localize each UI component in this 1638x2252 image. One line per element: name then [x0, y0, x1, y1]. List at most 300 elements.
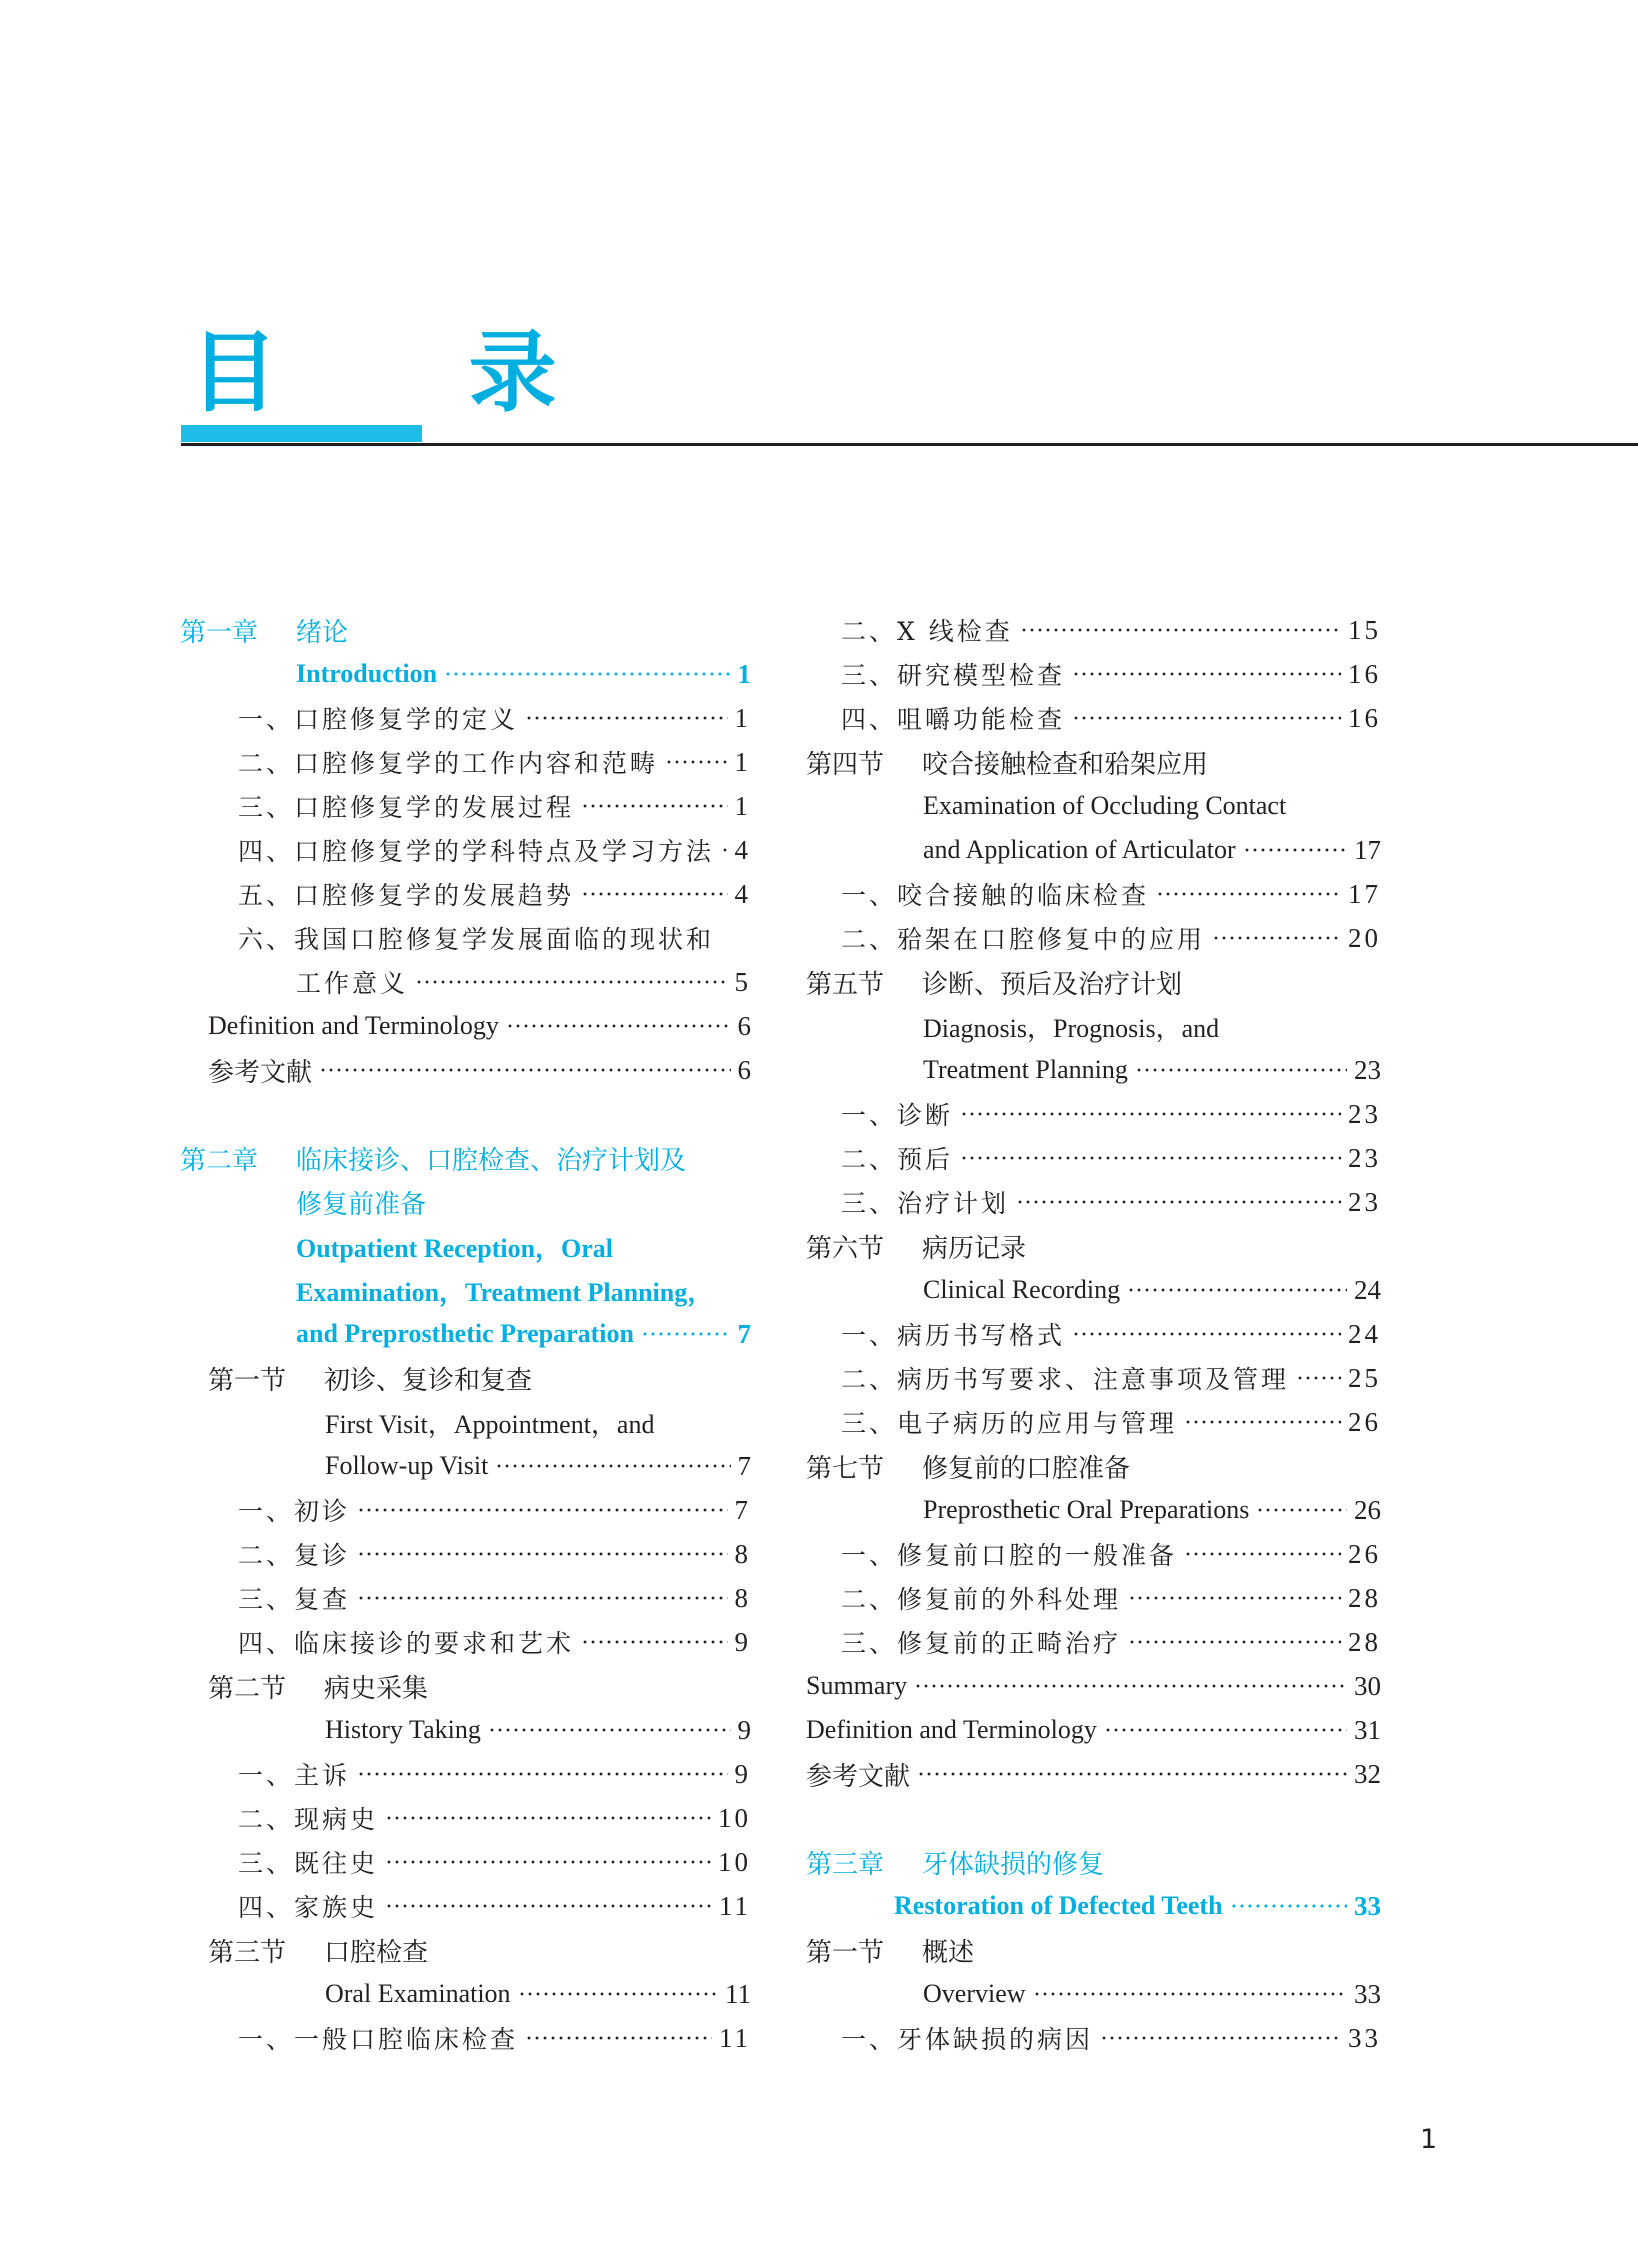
toc-entry-page: 23 [1348, 1186, 1381, 1217]
toc-entry[interactable] [180, 784, 751, 828]
toc-entry-page: 16 [1348, 702, 1381, 733]
toc-entry-text: and Application of Articulator [923, 835, 1236, 864]
toc-entry-title [238, 920, 714, 956]
toc-left-column [180, 608, 751, 2060]
toc-dot-leader [1184, 1418, 1341, 1426]
toc-entry-text: 三、口腔修复学的发展过程 [238, 793, 575, 822]
toc-entry[interactable] [806, 696, 1381, 740]
toc-dot-leader [1135, 1066, 1347, 1074]
toc-entry-title [238, 1580, 350, 1616]
toc-entry[interactable] [180, 1488, 751, 1532]
toc-entry-page: 11 [719, 1890, 751, 1921]
toc-entry-number: 第一节 [208, 1365, 287, 1396]
toc-entry[interactable] [180, 1620, 751, 1664]
toc-dot-leader [665, 758, 727, 766]
toc-entry-text: First Visit，Appointment，and [325, 1409, 655, 1439]
toc-dot-leader [357, 1770, 727, 1778]
toc-dot-leader [1212, 934, 1341, 942]
toc-entry-title [806, 1715, 1097, 1745]
toc-entry[interactable] [806, 1268, 1381, 1312]
toc-entry-text: 修复前的口腔准备 [922, 1453, 1131, 1484]
toc-entry[interactable] [180, 740, 751, 784]
toc-entry[interactable] [806, 1620, 1381, 1664]
toc-entry-text: 三、复查 [238, 1585, 351, 1614]
toc-entry-number: 第二章 [180, 1145, 259, 1176]
toc-entry-title [238, 876, 574, 912]
toc-entry-number: 第一节 [806, 1937, 885, 1968]
toc-entry-text: 病历记录 [922, 1233, 1027, 1264]
toc-entry[interactable] [806, 872, 1381, 916]
toc-entry[interactable] [180, 652, 751, 696]
toc-entry-page: 6 [737, 1010, 751, 1041]
page-number: 1 [1420, 2124, 1438, 2155]
toc-dot-leader [1072, 1330, 1341, 1338]
toc-entry-text: 三、修复前的正畸治疗 [841, 1629, 1122, 1658]
toc-entry-title [238, 1800, 378, 1836]
toc-entry-page: 9 [737, 1714, 751, 1745]
toc-entry-title [923, 1055, 1128, 1085]
toc-entry-text: 二、复诊 [238, 1541, 351, 1570]
toc-entry-title [806, 1844, 1104, 1881]
toc-entry-page: 8 [734, 1538, 751, 1569]
toc-dot-leader [1100, 2034, 1341, 2042]
toc-entry-page: 23 [1348, 1142, 1381, 1173]
toc-entry-title [238, 1624, 574, 1660]
toc-entry-page: 10 [718, 1802, 751, 1833]
toc-entry-page: 16 [1348, 658, 1381, 689]
toc-entry[interactable] [180, 1444, 751, 1488]
toc-entry-page: 10 [718, 1846, 751, 1877]
toc-entry-text: Diagnosis，Prognosis，and [923, 1013, 1220, 1043]
toc-entry-text: 一、修复前口腔的一般准备 [841, 1541, 1178, 1570]
toc-entry-text: 三、治疗计划 [841, 1189, 1010, 1218]
toc-entry-title [296, 1319, 634, 1349]
toc-entry-page: 1 [734, 702, 751, 733]
toc-entry-page: 7 [734, 1494, 751, 1525]
toc-entry-title [296, 659, 437, 689]
toc-entry[interactable] [180, 1752, 751, 1796]
toc-dot-leader [518, 1990, 718, 1998]
toc-dot-leader [495, 1462, 730, 1470]
toc-entry[interactable] [806, 1928, 1381, 1972]
toc-entry-text: 临床接诊、口腔检查、治疗计划及 [296, 1145, 687, 1176]
toc-entry-page: 7 [737, 1318, 751, 1349]
toc-entry-page: 28 [1348, 1582, 1381, 1613]
toc-entry[interactable] [180, 2016, 751, 2060]
toc-entry-text: Treatment Planning [923, 1055, 1128, 1084]
toc-dot-leader [1256, 1506, 1347, 1514]
toc-entry-text: and Preprosthetic Preparation [296, 1319, 634, 1348]
toc-entry-page: 4 [734, 834, 751, 865]
toc-dot-leader [1072, 670, 1341, 678]
toc-dot-leader [917, 1770, 1347, 1778]
toc-entry[interactable] [806, 960, 1381, 1004]
toc-entry-title [238, 1756, 350, 1792]
toc-entry-page: 9 [734, 1626, 751, 1657]
toc-entry-page: 33 [1348, 2022, 1381, 2053]
toc-entry-title [841, 1140, 953, 1176]
toc-entry-page: 30 [1354, 1670, 1381, 1701]
toc-entry-title [923, 1979, 1026, 2009]
toc-entry-page: 33 [1354, 1978, 1381, 2009]
toc-dot-leader [357, 1594, 727, 1602]
toc-entry-text: 病史采集 [324, 1673, 429, 1704]
toc-entry-title [325, 1715, 481, 1745]
toc-entry[interactable] [180, 916, 751, 960]
toc-entry-text: 四、临床接诊的要求和艺术 [238, 1629, 575, 1658]
toc-entry-title [325, 1451, 488, 1481]
toc-entry-text: 咬合接触检查和𬌗架应用 [922, 749, 1209, 780]
toc-entry-title [923, 1495, 1249, 1525]
toc-dot-leader [488, 1726, 731, 1734]
toc-entry-text: 二、X 线检查 [841, 617, 1013, 646]
toc-dot-leader [385, 1902, 712, 1910]
toc-entry-page: 5 [734, 966, 751, 997]
toc-entry-text: Definition and Terminology [208, 1011, 499, 1040]
toc-dot-leader [581, 1638, 727, 1646]
toc-entry[interactable] [180, 1576, 751, 1620]
toc-entry[interactable] [180, 1004, 751, 1048]
toc-entry-title [208, 1668, 428, 1705]
toc-entry[interactable] [806, 784, 1381, 828]
toc-dot-leader [1230, 1902, 1347, 1910]
toc-entry-title [238, 1536, 350, 1572]
toc-entry-title [841, 1580, 1121, 1616]
toc-entry[interactable] [180, 1312, 751, 1356]
toc-entry[interactable] [180, 1268, 751, 1312]
toc-entry-text: 参考文献 [208, 1057, 313, 1088]
toc-entry-title [894, 1891, 1223, 1921]
toc-entry-text: 牙体缺损的修复 [922, 1849, 1105, 1880]
toc-entry[interactable] [180, 1796, 751, 1840]
toc-entry[interactable] [180, 1708, 751, 1752]
toc-entry-number: 第三节 [208, 1937, 287, 1968]
toc-dot-leader [1104, 1726, 1347, 1734]
toc-entry-text: Oral Examination [325, 1979, 511, 2008]
toc-entry[interactable] [180, 1664, 751, 1708]
toc-entry-title [841, 1096, 953, 1132]
toc-entry-page: 7 [737, 1450, 751, 1481]
toc-entry-page: 1 [737, 658, 751, 689]
toc-entry[interactable] [806, 1576, 1381, 1620]
toc-entry-text: 一、咬合接触的临床检查 [841, 881, 1150, 910]
toc-entry-title [208, 1052, 312, 1089]
toc-entry-text: 三、既往史 [238, 1849, 379, 1878]
toc-entry-page: 1 [734, 746, 751, 777]
toc-entry-text: Overview [923, 1979, 1026, 2008]
toc-entry[interactable] [806, 652, 1381, 696]
toc-entry-text: 一、主诉 [238, 1761, 351, 1790]
toc-entry-page: 9 [734, 1758, 751, 1789]
toc-entry-page: 11 [719, 2022, 751, 2053]
toc-entry-text: 三、电子病历的应用与管理 [841, 1409, 1178, 1438]
toc-entry[interactable] [180, 1180, 751, 1224]
toc-dot-leader [506, 1022, 731, 1030]
toc-entry-title [806, 964, 1182, 1001]
toc-entry[interactable] [806, 1312, 1381, 1356]
toc-entry[interactable] [180, 1224, 751, 1268]
toc-entry-title [806, 1671, 907, 1701]
toc-entry[interactable] [806, 1224, 1381, 1268]
toc-entry-text: 参考文献 [806, 1761, 911, 1792]
toc-entry-title [296, 1228, 613, 1265]
toc-entry-title [296, 1272, 713, 1309]
toc-entry-text: 一、口腔修复学的定义 [238, 705, 519, 734]
toc-dot-leader [1128, 1594, 1341, 1602]
title-rule [181, 443, 1638, 446]
toc-entry-page: 6 [737, 1054, 751, 1085]
toc-entry-title [296, 1184, 426, 1221]
toc-entry-title [238, 1844, 378, 1880]
toc-entry-title [238, 744, 658, 780]
toc-entry-page: 23 [1354, 1054, 1381, 1085]
toc-dot-leader [1016, 1198, 1341, 1206]
toc-entry-title [238, 832, 714, 868]
toc-entry-text: 二、预后 [841, 1145, 954, 1174]
toc-dot-leader [525, 2034, 712, 2042]
toc-dot-leader [525, 714, 727, 722]
toc-entry-text: 一、初诊 [238, 1497, 351, 1526]
toc-entry-title [806, 744, 1208, 781]
toc-entry-title [841, 1624, 1121, 1660]
toc-dot-leader [914, 1682, 1347, 1690]
toc-entry-title [841, 700, 1065, 736]
toc-entry-text: 一、一般口腔临床检查 [238, 2025, 519, 2054]
toc-entry-title [325, 1404, 654, 1441]
toc-entry-title [180, 1140, 686, 1177]
toc-entry[interactable] [180, 1400, 751, 1444]
toc-dot-leader [721, 846, 727, 854]
toc-entry-page: 23 [1348, 1098, 1381, 1129]
toc-entry-title [325, 1979, 511, 2009]
toc-entry-number: 第二节 [208, 1673, 287, 1704]
toc-entry-text: 四、咀嚼功能检查 [841, 705, 1066, 734]
toc-entry-text: 工作意义 [296, 969, 409, 998]
toc-entry-page: 26 [1354, 1494, 1381, 1525]
toc-entry-text: 一、牙体缺损的病因 [841, 2025, 1094, 2054]
toc-entry-title [296, 964, 408, 1000]
toc-entry[interactable] [180, 1532, 751, 1576]
toc-entry-title [238, 1492, 350, 1528]
toc-entry-text: 口腔检查 [324, 1937, 429, 1968]
toc-entry[interactable] [806, 1972, 1381, 2016]
toc-entry-text: Summary [806, 1671, 908, 1700]
toc-entry-text: 一、病历书写格式 [841, 1321, 1066, 1350]
toc-entry-title [238, 1888, 378, 1924]
toc-entry-title [238, 700, 518, 736]
toc-entry-page: 15 [1348, 614, 1381, 645]
toc-entry-text: 二、现病史 [238, 1805, 379, 1834]
toc-entry-text: 修复前准备 [296, 1189, 427, 1220]
toc-dot-leader [581, 802, 727, 810]
toc-entry-number: 第一章 [180, 617, 259, 648]
toc-entry-text: Follow-up Visit [325, 1451, 489, 1480]
toc-entry-page: 28 [1348, 1626, 1381, 1657]
toc-entry-text: Examination of Occluding Contact [923, 791, 1287, 820]
toc-entry-page: 24 [1354, 1274, 1381, 1305]
toc-entry-text: 五、口腔修复学的发展趋势 [238, 881, 575, 910]
toc-entry-title [806, 1448, 1130, 1485]
toc-entry-title [208, 1360, 532, 1397]
toc-dot-leader [960, 1154, 1341, 1162]
toc-entry-page: 4 [734, 878, 751, 909]
toc-entry[interactable] [180, 960, 751, 1004]
toc-entry-text: 诊断、预后及治疗计划 [922, 969, 1183, 1000]
toc-dot-leader [1072, 714, 1341, 722]
toc-entry[interactable] [806, 1708, 1381, 1752]
toc-entry[interactable] [180, 608, 751, 652]
toc-entry-title [841, 1316, 1065, 1352]
toc-entry-text: Examination，Treatment Planning， [296, 1277, 714, 1307]
toc-entry-title [841, 1404, 1177, 1440]
toc-entry-number: 第五节 [806, 969, 885, 1000]
toc-entry-text: Restoration of Defected Teeth [894, 1891, 1223, 1920]
toc-entry[interactable] [180, 696, 751, 740]
toc-entry-title [841, 2020, 1093, 2056]
toc-entry[interactable] [806, 608, 1381, 652]
toc-entry-text: 初诊、复诊和复查 [324, 1365, 533, 1396]
toc-entry-text: 二、修复前的外科处理 [841, 1585, 1122, 1614]
toc-entry[interactable] [806, 828, 1381, 872]
toc-entry-title [841, 1184, 1009, 1220]
toc-entry-text: Definition and Terminology [806, 1715, 1097, 1744]
toc-entry-page: 33 [1354, 1890, 1381, 1921]
toc-entry[interactable] [180, 1928, 751, 1972]
toc-entry[interactable] [806, 1136, 1381, 1180]
toc-dot-leader [1296, 1374, 1341, 1382]
toc-entry-page: 26 [1348, 1538, 1381, 1569]
toc-entry-text: 一、诊断 [841, 1101, 954, 1130]
toc-entry-title [923, 835, 1236, 865]
toc-entry-title [841, 1360, 1289, 1396]
toc-dot-leader [1156, 890, 1341, 898]
toc-entry-title [208, 1011, 499, 1041]
toc-entry[interactable] [806, 1180, 1381, 1224]
toc-entry-title [923, 1008, 1219, 1045]
toc-entry-page: 26 [1348, 1406, 1381, 1437]
toc-entry-page: 8 [734, 1582, 751, 1613]
toc-entry-text: 四、口腔修复学的学科特点及学习方法 [238, 837, 715, 866]
toc-entry-text: 二、𬌗架在口腔修复中的应用 [841, 925, 1206, 954]
toc-entry[interactable] [180, 1048, 751, 1092]
toc-entry-page: 31 [1354, 1714, 1381, 1745]
toc-entry-page: 17 [1354, 834, 1381, 865]
toc-dot-leader [960, 1110, 1341, 1118]
toc-entry-text: History Taking [325, 1715, 481, 1744]
toc-entry[interactable] [806, 1532, 1381, 1576]
toc-entry[interactable] [806, 1400, 1381, 1444]
toc-entry-page: 20 [1348, 922, 1381, 953]
toc-entry[interactable] [806, 1092, 1381, 1136]
toc-entry-text: Preprosthetic Oral Preparations [923, 1495, 1250, 1524]
toc-entry-number: 第七节 [806, 1453, 885, 1484]
toc-entry-page: 25 [1348, 1362, 1381, 1393]
toc-entry-text: 三、研究模型检查 [841, 661, 1066, 690]
toc-entry-title [841, 876, 1149, 912]
toc-entry[interactable] [180, 1972, 751, 2016]
toc-entry-title [238, 2020, 518, 2056]
toc-entry-text: Clinical Recording [923, 1275, 1121, 1304]
toc-entry-title [923, 1275, 1120, 1305]
toc-dot-leader [1020, 626, 1341, 634]
toc-entry[interactable] [806, 1048, 1381, 1092]
toc-entry-text: Outpatient Reception，Oral [296, 1233, 614, 1263]
toc-entry-page: 17 [1348, 878, 1381, 909]
toc-entry[interactable] [180, 1884, 751, 1928]
toc-entry[interactable] [180, 1136, 751, 1180]
toc-dot-leader [1128, 1638, 1341, 1646]
toc-entry-title [238, 788, 574, 824]
toc-entry[interactable] [806, 1664, 1381, 1708]
toc-right-column [806, 608, 1381, 2060]
toc-entry[interactable] [806, 2016, 1381, 2060]
toc-entry[interactable] [806, 1752, 1381, 1796]
toc-entry-text: Introduction [296, 659, 438, 688]
toc-dot-leader [444, 670, 730, 678]
toc-entry[interactable] [180, 1356, 751, 1400]
toc-entry-title [180, 612, 348, 649]
toc-entry[interactable] [806, 1356, 1381, 1400]
toc-entry-page: 24 [1348, 1318, 1381, 1349]
toc-entry[interactable] [180, 1840, 751, 1884]
toc-entry-page: 11 [725, 1978, 751, 2009]
toc-entry-title [806, 1756, 910, 1793]
toc-entry[interactable] [806, 740, 1381, 784]
page-title: 目 录 [190, 321, 637, 424]
toc-entry-title [841, 1536, 1177, 1572]
toc-entry-text: 绪论 [296, 617, 349, 648]
toc-entry-text: 概述 [922, 1937, 975, 1968]
toc-dot-leader [1243, 846, 1347, 854]
toc-dot-leader [1184, 1550, 1341, 1558]
toc-dot-leader [319, 1066, 730, 1074]
toc-dot-leader [581, 890, 727, 898]
toc-entry-number: 第六节 [806, 1233, 885, 1264]
toc-dot-leader [357, 1550, 727, 1558]
toc-entry[interactable] [806, 1840, 1381, 1884]
toc-dot-leader [641, 1330, 731, 1338]
toc-dot-leader [1033, 1990, 1347, 1998]
toc-entry-title [841, 612, 1013, 648]
toc-entry-number: 第四节 [806, 749, 885, 780]
toc-entry-title [806, 1932, 974, 1969]
toc-dot-leader [385, 1858, 711, 1866]
toc-entry-text: 四、家族史 [238, 1893, 379, 1922]
toc-entry-page: 32 [1354, 1758, 1381, 1789]
toc-entry-text: 二、病历书写要求、注意事项及管理 [841, 1365, 1290, 1394]
toc-entry-title [841, 920, 1205, 956]
toc-entry[interactable] [806, 1488, 1381, 1532]
toc-dot-leader [415, 978, 727, 986]
toc-entry[interactable] [806, 1884, 1381, 1928]
toc-entry[interactable] [806, 1444, 1381, 1488]
toc-entry-title [806, 1228, 1026, 1265]
toc-dot-leader [385, 1814, 711, 1822]
toc-entry[interactable] [806, 916, 1381, 960]
toc-entry-text: 六、我国口腔修复学发展面临的现状和 [238, 925, 715, 954]
title-accent-bar [181, 425, 422, 442]
toc-entry-text: 二、口腔修复学的工作内容和范畴 [238, 749, 659, 778]
toc-entry-title [923, 791, 1286, 821]
toc-entry[interactable] [180, 828, 751, 872]
toc-entry-number: 第三章 [806, 1849, 885, 1880]
toc-entry[interactable] [806, 1004, 1381, 1048]
toc-entry-page: 1 [734, 790, 751, 821]
toc-entry-title [208, 1932, 428, 1969]
toc-entry-title [841, 656, 1065, 692]
toc-entry[interactable] [180, 872, 751, 916]
toc-dot-leader [357, 1506, 727, 1514]
